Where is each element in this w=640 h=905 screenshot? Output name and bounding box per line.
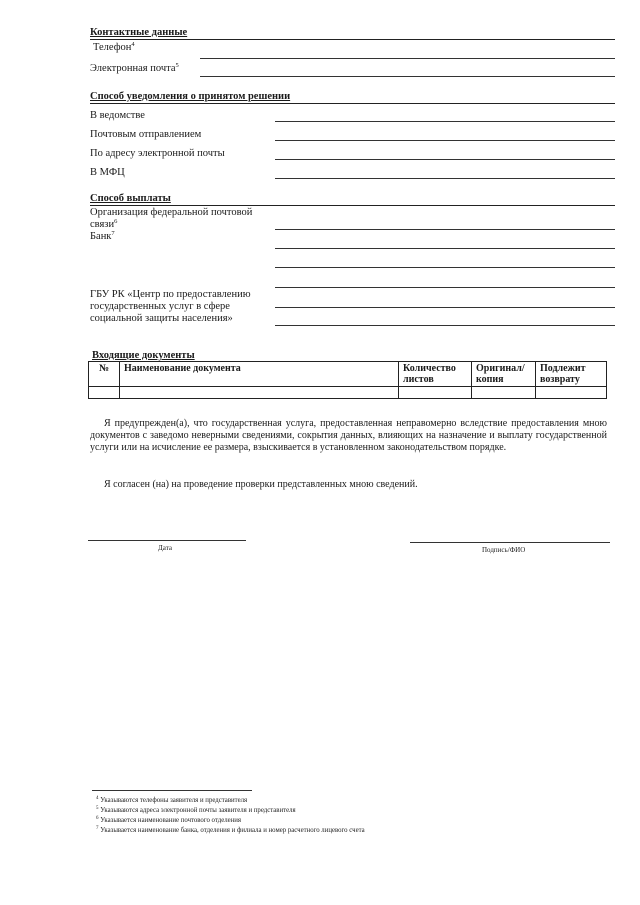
notify-heading: Способ уведомления о принятом решении: [90, 91, 291, 102]
email-field[interactable]: [200, 76, 615, 77]
heading-rule: [90, 39, 615, 40]
notify-option-field[interactable]: [275, 140, 615, 141]
notify-option-field[interactable]: [275, 121, 615, 122]
center-field[interactable]: [275, 307, 615, 308]
phone-field[interactable]: [200, 58, 615, 59]
notify-option: В МФЦ: [90, 167, 125, 178]
bank-field[interactable]: [275, 248, 615, 249]
footnote: $^5$ Указываются адреса электронной почты заявителя и представителя: [96, 806, 296, 814]
bank-field[interactable]: [275, 267, 615, 268]
consent-paragraph: Я согласен (на) на проведение проверки представленных мною сведений.: [104, 479, 418, 490]
bank-field[interactable]: [275, 287, 615, 288]
col-sheets: Количество листов: [399, 362, 472, 387]
center-field[interactable]: [275, 325, 615, 326]
notify-option: Почтовым отправлением: [90, 129, 202, 140]
documents-table: [88, 361, 607, 399]
table-header-row: [89, 362, 607, 387]
table-row[interactable]: [89, 387, 607, 399]
contacts-heading: Контактные данные: [90, 27, 188, 38]
date-field[interactable]: [88, 540, 246, 541]
footnote-rule: [92, 790, 252, 791]
phone-label: Телефон$^4$: [93, 41, 135, 53]
footnote: $^6$ Указывается наименование почтового отделения: [96, 816, 242, 824]
post-field[interactable]: [275, 229, 615, 230]
col-doc-name: Наименование документа: [120, 362, 399, 387]
notify-option: По адресу электронной почты: [90, 148, 225, 159]
center-label: ГБУ РК «Центр по предоставлению государственных услуг в сфере социальной защиты населения»: [90, 289, 251, 324]
col-number: №: [89, 362, 120, 387]
payment-heading: Способ выплаты: [90, 193, 171, 204]
post-label: Организация федеральной почтовой связи$^6$: [90, 207, 253, 230]
warning-paragraph: Я предупрежден(а), что государственная услуга, предоставленная неправомерно вследствие предоставления мною документов с заведомо неверными сведениями, сокрытия данных, влияющих на назначение и выплату государственной услуги или на исчисление ее размера, взыскивается в установленном законодательством порядке.: [90, 418, 607, 453]
heading-rule: [90, 205, 615, 206]
col-original-copy: Оригинал/ копия: [472, 362, 536, 387]
notify-option-field[interactable]: [275, 159, 615, 160]
documents-heading: Входящие документы: [92, 350, 195, 361]
signature-label: Подпись/ФИО: [482, 546, 526, 554]
signature-field[interactable]: [410, 542, 610, 543]
notify-option-field[interactable]: [275, 178, 615, 179]
bank-label: Банк$^7$: [90, 230, 115, 242]
footnote: $^4$ Указываются телефоны заявителя и представителя: [96, 796, 248, 804]
col-return: Подлежит возврату: [536, 362, 607, 387]
email-label: Электронная почта$^5$: [90, 62, 179, 74]
heading-rule: [90, 103, 615, 104]
notify-option: В ведомстве: [90, 110, 145, 121]
footnote: $^7$ Указывается наименование банка, отделения и филиала и номер расчетного лицевого счета: [96, 826, 365, 834]
date-label: Дата: [158, 544, 172, 552]
